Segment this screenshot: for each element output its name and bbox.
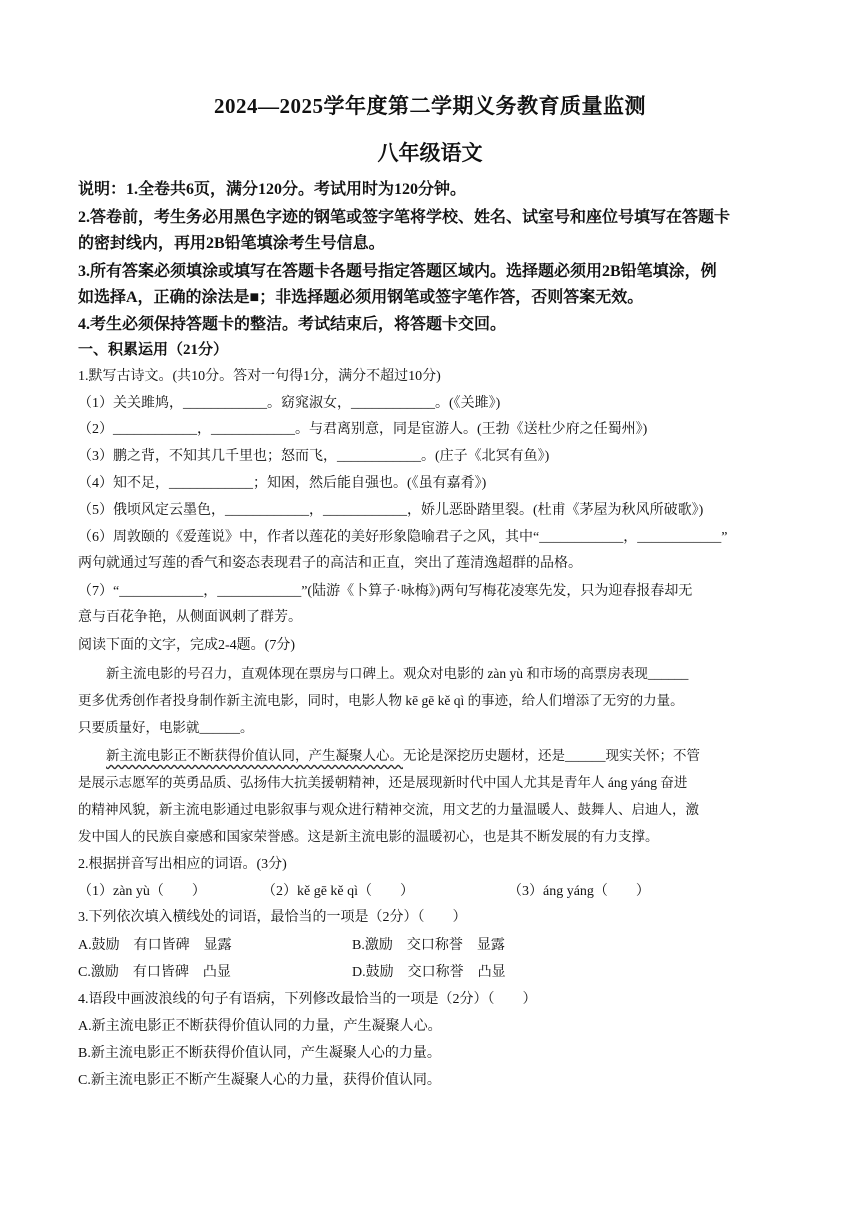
question-3-option-b: B.激励 交口称誉 显露: [352, 938, 505, 953]
question-1-item-5: （5）俄顷风定云墨色，____________，____________，娇儿恶卧踏里裂。(杜甫《茅屋为秋风所破歌》): [78, 503, 704, 518]
instruction-line-5: 如选择A，正确的涂法是■；非选择题必须用钢笔或签字笔作答，否则答案无效。: [78, 289, 644, 306]
passage-p2-line-2: 是展示志愿军的英勇品质、弘扬伟大抗美援朝精神，还是展现新时代中国人尤其是青年人 áng yáng 奋进: [78, 775, 688, 790]
passage-p2-line-3: 的精神风貌，新主流电影通过电影叙事与观众进行精神交流，用文艺的力量温暖人、鼓舞人、启迪人，激: [78, 802, 699, 817]
passage-p2-line-1: [106, 744, 700, 764]
passage-p2-line-1-rest: 无论是深挖历史题材，还是______现实关怀；不管: [403, 748, 700, 763]
question-1-item-6-line-2: 两句就通过写莲的香气和姿态表现君子的高洁和正直，突出了莲清逸超群的品格。: [78, 556, 582, 571]
question-1-item-6-line-1: （6）周敦颐的《爱莲说》中，作者以莲花的美好形象隐喻君子之风，其中“____________，____________”: [78, 530, 728, 545]
passage-p1-line-2: 更多优秀创作者投身制作新主流电影，同时，电影人物 kē gē kě qì 的事迹，给人们增添了无穷的力量。: [78, 693, 684, 708]
instruction-line-3: 的密封线内，再用2B铅笔填涂考生号信息。: [78, 235, 385, 252]
question-1-item-3: （3）鹏之背，不知其几千里也；怒而飞，____________。(庄子《北冥有鱼》): [78, 449, 550, 464]
question-3-option-d: D.鼓励 交口称誉 凸显: [352, 965, 506, 980]
question-4-option-a: A.新主流电影正不断获得价值认同的力量，产生凝聚人心。: [78, 1019, 442, 1034]
question-2-blank-2: （2）kě gē kě qì（ ）: [262, 884, 415, 899]
question-2-blank-3: （3）áng yáng（ ）: [508, 884, 650, 899]
question-1-item-7-line-1: （7）“____________，____________”(陆游《卜算子·咏梅》)两句写梅花凌寒先发，只为迎春报春却无: [78, 584, 693, 599]
question-1-item-7-line-2: 意与百花争艳，从侧面讽刺了群芳。: [78, 610, 302, 625]
question-3-stem: 3.下列依次填入横线处的词语，最恰当的一项是（2分）（ ）: [78, 910, 467, 925]
section-heading: 一、积累运用（21分）: [78, 342, 229, 358]
instruction-line-1: 说明：1.全卷共6页，满分120分。考试用时为120分钟。: [78, 181, 467, 198]
reading-intro: 阅读下面的文字，完成2-4题。(7分): [78, 638, 295, 653]
question-4-option-b: B.新主流电影正不断获得价值认同，产生凝聚人心的力量。: [78, 1046, 441, 1061]
question-3-option-c: C.激励 有口皆碑 凸显: [78, 965, 231, 980]
passage-p2-line-4: 发中国人的民族自豪感和国家荣誉感。这是新主流电影的温暖初心，也是其不断发展的有力支撑。: [78, 829, 659, 844]
question-3-option-a: A.鼓励 有口皆碑 显露: [78, 938, 232, 953]
question-4-stem: 4.语段中画波浪线的句子有语病，下列修改最恰当的一项是（2分）（ ）: [78, 992, 537, 1007]
question-1-item-2: （2）____________，____________。与君离别意，同是宦游人。(王勃《送杜少府之任蜀州》): [78, 422, 648, 437]
wavy-underlined-sentence: 新主流电影正不断获得价值认同，产生凝聚人心。: [106, 748, 403, 763]
exam-title: 2024—2025学年度第二学期义务教育质量监测: [214, 94, 646, 118]
exam-subject: 八年级语文: [377, 141, 483, 165]
question-2-blank-1: （1）zàn yù（ ）: [78, 884, 206, 899]
instruction-line-2: 2.答卷前，考生务必用黑色字迹的钢笔或签字笔将学校、姓名、试室号和座位号填写在答题卡: [78, 209, 731, 226]
passage-p1-line-1: 新主流电影的号召力，直观体现在票房与口碑上。观众对电影的 zàn yù 和市场的高票房表现______: [106, 666, 689, 681]
question-2-stem: 2.根据拼音写出相应的词语。(3分): [78, 857, 287, 872]
question-1-stem: 1.默写古诗文。(共10分。答对一句得1分，满分不超过10分): [78, 369, 441, 384]
passage-p1-line-3: 只要质量好，电影就______。: [78, 720, 254, 735]
question-1-item-4: （4）知不足，____________；知困，然后能自强也。(《虽有嘉肴》): [78, 476, 487, 491]
question-4-option-c: C.新主流电影正不断产生凝聚人心的力量，获得价值认同。: [78, 1073, 441, 1088]
question-1-item-1: （1）关关雎鸠，____________。窈窕淑女，____________。(《关雎》): [78, 396, 501, 411]
instruction-line-6: 4.考生必须保持答题卡的整洁。考试结束后，将答题卡交回。: [78, 316, 507, 333]
instruction-line-4: 3.所有答案必须填涂或填写在答题卡各题号指定答题区域内。选择题必须用2B铅笔填涂，例: [78, 263, 717, 280]
